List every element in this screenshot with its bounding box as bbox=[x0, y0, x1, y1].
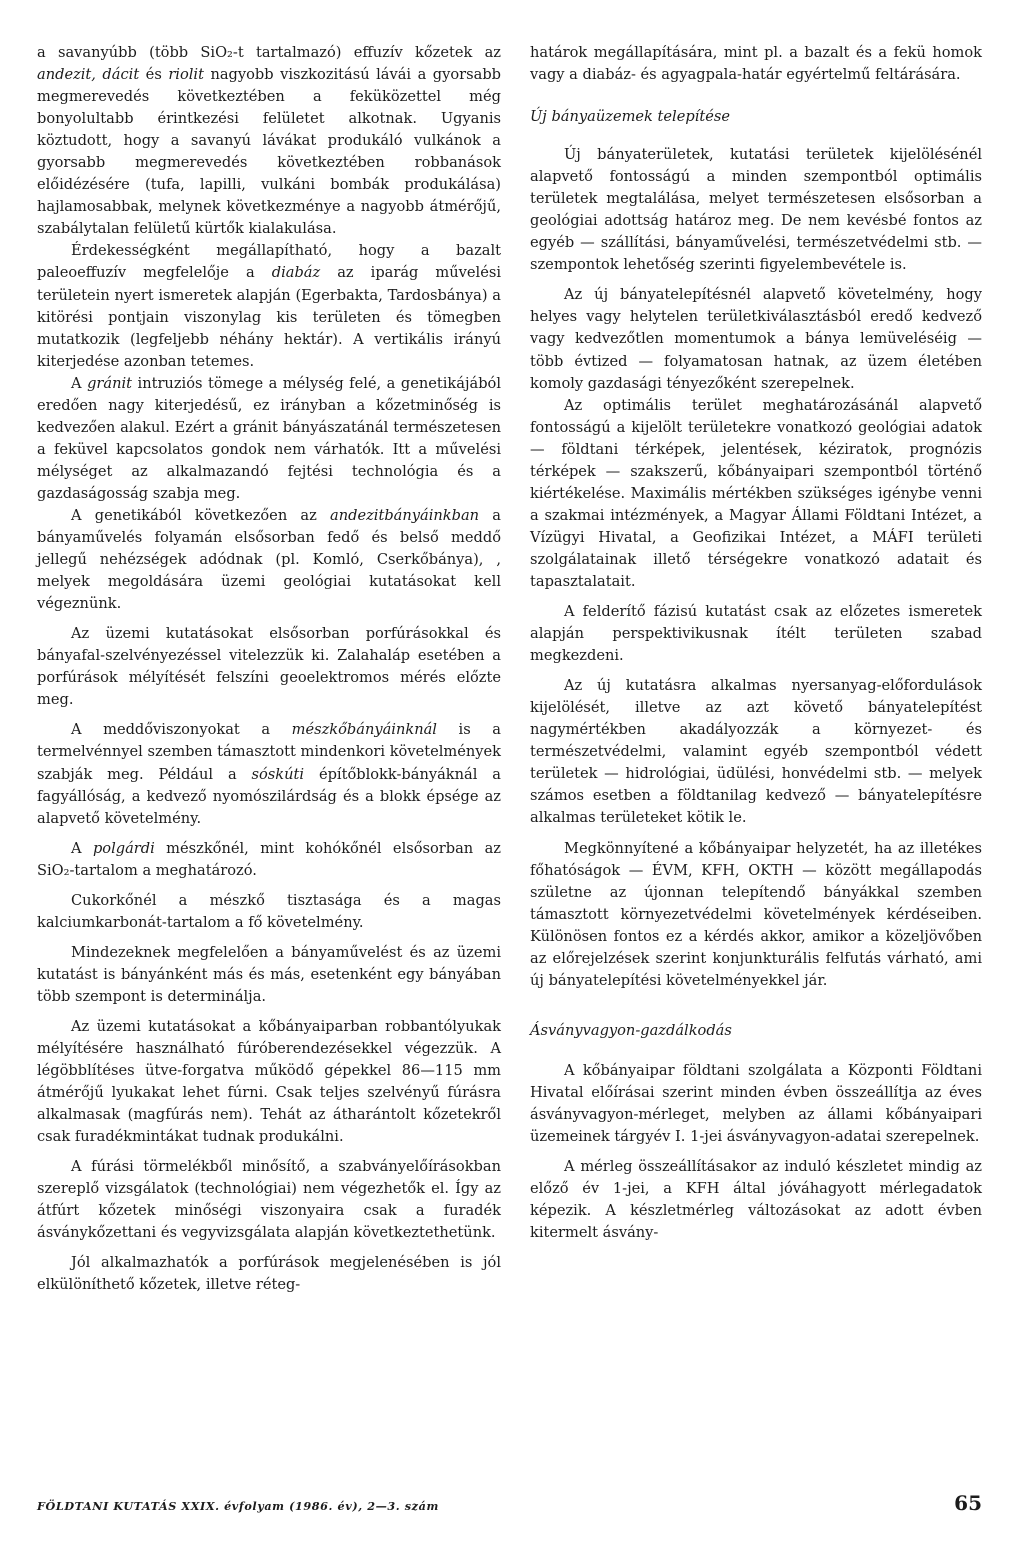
text-run: A genetikából következően az bbox=[71, 506, 331, 524]
italic-term: riolit bbox=[168, 66, 204, 84]
paragraph bbox=[530, 42, 982, 86]
text-run: Jól alkalmazhatók a porfúrások megjelenésében is jól elkülöníthető kőzetek, illetve réteg- bbox=[37, 1254, 501, 1294]
text-run: A kőbányaipar földtani szolgálata a Központi Földtani Hivatal előírásai szerint minden évben összeállítja az éves ásványvagyon-mérleget, melyben az állami kőbányaipari üzemeinek tárgyév I. 1-jei ásványvagyon-adatai szerepelnek. bbox=[530, 1061, 982, 1145]
text-run: intruziós tömege a mélység felé, a genetikájából eredően nagy kiterjedésű, ez irányban a kőzetminőség is kedvezően alakul. Ezért a gránit bányászatánál természetesen a feküvel kapcsolatos gondok nem várhatók. Itt a művelési mélységet az alkalmazandó fejtési technológia és a gazdaságosság szabja meg. bbox=[37, 374, 501, 502]
paragraph bbox=[530, 284, 982, 394]
paragraph bbox=[37, 505, 501, 615]
paragraph bbox=[37, 373, 501, 505]
left-column bbox=[37, 42, 501, 1297]
text-run: Új bányaterületek, kutatási területek kijelölésénél alapvető fontosságú a minden szempontból optimális területek megtalálása, melyet természetesen elsősorban a geológiai adottság határoz meg. De nem kevésbé fontos az egyéb — szállítási, bányaművelési, természetvédelmi stb. — szempontok lehetőség szerinti figyelembevétele is. bbox=[530, 146, 982, 274]
paragraph bbox=[37, 623, 501, 711]
text-run: építőblokk-bányáknál a fagyállóság, a kedvező nyomószilárdság és a blokk épsége az alapvető követelmény. bbox=[37, 765, 501, 827]
paragraph bbox=[530, 395, 982, 593]
page-footer bbox=[37, 1491, 982, 1521]
text-run: a savanyúbb (több SiO₂-t tartalmazó) effuzív kőzetek az bbox=[37, 44, 501, 61]
text-run: Az optimális terület meghatározásánál alapvető fontosságú a kijelölt területekre vonatkozó geológiai adatok — földtani térképek, jelentések, kéziratok, prognózis térképek — szakszerű, kőbányaipari szempontból történő kiértékelése. Maximális mértékben szükséges igénybe venni a szakmai intézmények, a Magyar Állami Földtani Intézet, a Vízügyi Hivatal, a Geofizikai Intézet, a MÁFI területi szolgálatainak illető térségekre vonatkozó adatait és tapasztalatait. bbox=[530, 396, 982, 590]
italic-term: diabáz bbox=[271, 264, 321, 282]
journal-citation: FÖLDTANI KUTATÁS XXIX. évfolyam (1986. év), 2—3. szám bbox=[37, 1499, 439, 1513]
text-run: Az új bányatelepítésnél alapvető követelmény, hogy helyes vagy helytelen területkiválasztásból eredő kedvező vagy kedvezőtlen momentumok a bánya lemüveléséig — több évtized — folyamatosan hatnak, az üzem életében komoly gazdasági tényezőként szerepelnek. bbox=[530, 286, 982, 392]
text-run: Érdekességként megállapítható, hogy a bazalt paleoeffuzív megfelelője a bbox=[37, 242, 501, 282]
paragraph bbox=[37, 1016, 501, 1148]
text-run: A fúrási törmelékből minősítő, a szabványelőírásokban szereplő vizsgálatok (technológiai) nem végezhetők el. Így az átfúrt kőzetek minőségi viszonyaira csak a furadék ásványkőzettani és vegyvizsgálata alapján következtethetünk. bbox=[37, 1158, 501, 1242]
text-run: Az új kutatásra alkalmas nyersanyag-előfordulások kijelölését, illetve az azt követő bányatelepítést nagymértékben akadályozzák a környezet- és természetvédelmi, valamint egyéb szempontból védett területek — hidrológiai, üdülési, honvédelmi stb. — melyek számos esetben a földtanilag kedvező — bányatelepítésre alkalmas területeket kötik le. bbox=[530, 677, 982, 827]
text-run: is a termelvénnyel szemben támasztott mindenkori követelmények szabják meg. Például a bbox=[37, 721, 501, 783]
text-run: A meddőviszonyokat a bbox=[71, 721, 292, 739]
italic-term: andezitbányáinkban bbox=[330, 506, 480, 524]
text-run: Az üzemi kutatásokat a kőbányaiparban robbantólyukak mélyítésére használható fúróberendezésekkel végezzük. A légöbblítéses ütve-forgatva működő gépekkel 86—115 mm átmérőjű lyukakat lehet fúrni. Csak teljes szelvényű fúrásra alkalmasak (magfúrás nem). Tehát az átharántolt kőzetekről csak furadékmintákat tudnak produkálni. bbox=[37, 1017, 501, 1146]
paragraph bbox=[37, 719, 501, 829]
text-run: A bbox=[71, 839, 93, 857]
italic-term: andezit, dácit bbox=[37, 66, 140, 84]
paragraph bbox=[37, 838, 501, 882]
text-run: Az üzemi kutatásokat elsősorban porfúrásokkal és bányafal-szelvényezéssel vitelezzük ki. Zalahaláp esetében a porfúrások mélyítését felszíni geoelektromos mérés előzte meg. bbox=[37, 625, 501, 709]
paragraph bbox=[37, 240, 501, 372]
text-run: az iparág művelési területein nyert ismeretek alapján (Egerbakta, Tardosbánya) a kitörési pontjain viszonylag kis területen és tömegben mutatkozik (legfeljebb néhány hektár). A vertikális irányú kiterjedése azonban tetemes. bbox=[37, 264, 501, 370]
paragraph bbox=[37, 890, 501, 934]
paragraph bbox=[530, 601, 982, 667]
italic-term: gránit bbox=[87, 374, 133, 392]
text-run: Megkönnyítené a kőbányaipar helyzetét, ha az illetékes főhatóságok — ÉVM, KFH, OKTH — között megállapodás születne az újonnan telepítendő bányákkal szemben támasztott környezetvédelmi követelmények kérdéseiben. Különösen fontos ez a kérdés akkor, amikor a közeljövőben az előrejelzések szerint konjunkturális felfutás várható, ami új bányatelepítési követelményekkel jár. bbox=[530, 839, 982, 989]
text-run: A bbox=[71, 374, 88, 392]
section-heading bbox=[530, 106, 982, 128]
italic-term: sóskúti bbox=[251, 765, 305, 783]
section-heading bbox=[530, 1020, 982, 1042]
paragraph bbox=[530, 838, 982, 992]
right-column bbox=[530, 42, 982, 1244]
paragraph bbox=[530, 144, 982, 276]
italic-term: mészkőbányáinknál bbox=[291, 721, 437, 739]
text-run: Ásványvagyon-gazdálkodás bbox=[530, 1021, 732, 1039]
text-run: és bbox=[139, 66, 169, 84]
italic-term: polgárdi bbox=[92, 839, 155, 857]
paragraph bbox=[37, 42, 501, 240]
text-run: A felderítő fázisú kutatást csak az előzetes ismeretek alapján perspektivikusnak ítélt területen szabad megkezdeni. bbox=[530, 603, 982, 665]
text-run: Cukorkőnél a mészkő tisztasága és a magas kalciumkarbonát-tartalom a fő követelmény. bbox=[37, 891, 501, 931]
text-run: nagyobb viszkozitású lávái a gyorsabb megmerevedés következtében a feküközettel még bonyolultabb érintkezési felületet alkotnak. Ugyanis köztudott, hogy a savanyú lávákat produkáló vulkánok a gyorsabb megmerevedés következtében robbanások előidézésére (tufa, lapilli, vulkáni bombák produkálása) hajlamosabbak, melynek következménye a nagyobb átmérőjű, szabálytalan felületű kürtők kialakulása. bbox=[37, 66, 502, 238]
text-run: a bányaművelés folyamán elsősorban fedő és belső meddő jellegű nehézségek adódnak (pl. Komló, Cserkőbánya), , melyek megoldására üzemi geológiai kutatásokat kell végeznünk. bbox=[37, 506, 501, 613]
text-run: határok megállapítására, mint pl. a bazalt és a fekü homok vagy a diabáz- és agyagpala-határ egyértelmű feltárására. bbox=[530, 44, 982, 84]
text-run: Mindezeknek megfelelően a bányaművelést és az üzemi kutatást is bányánként más és más, esetenként egy bányában több szempont is determinálja. bbox=[37, 943, 501, 1005]
text-run: mészkőnél, mint kohókőnél elsősorban az SiO₂-tartalom a meghatározó. bbox=[37, 839, 501, 879]
paragraph bbox=[37, 1156, 501, 1244]
paragraph bbox=[530, 1060, 982, 1148]
text-run: A mérleg összeállításakor az induló készletet mindig az előző év 1-jei, a KFH által jóváhagyott mérlegadatok képezik. A készletmérleg változásokat az adott évben kitermelt ásvány- bbox=[530, 1158, 982, 1242]
paragraph bbox=[530, 675, 982, 829]
page-number: 65 bbox=[954, 1491, 982, 1515]
paragraph bbox=[37, 1252, 501, 1296]
text-run: Új bányaüzemek telepítése bbox=[530, 108, 730, 126]
paragraph bbox=[530, 1156, 982, 1244]
paragraph bbox=[37, 942, 501, 1008]
